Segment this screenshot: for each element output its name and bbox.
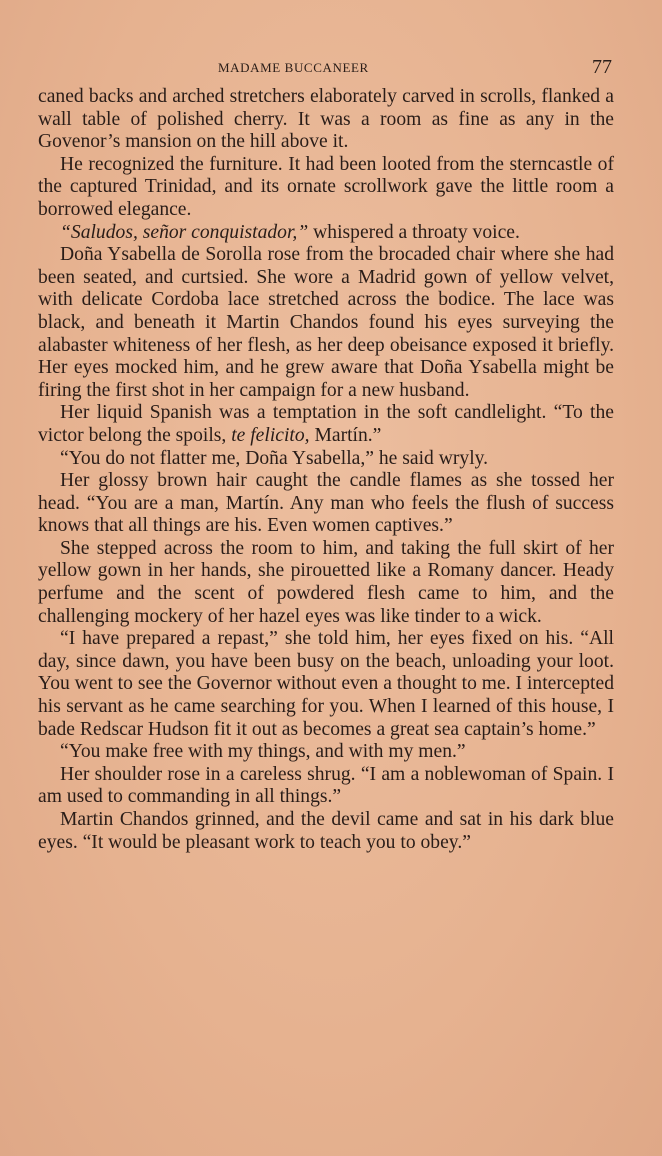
paragraph-12 bbox=[38, 809, 614, 854]
running-title: MADAME BUCCANEER bbox=[218, 60, 369, 75]
paragraph-text: Her shoulder rose in a careless shrug. “I am a noblewoman of Spain. I am used to commanding in all things.” bbox=[38, 763, 614, 808]
paragraph-9 bbox=[38, 628, 614, 741]
paragraph-2 bbox=[38, 154, 614, 222]
book-page bbox=[38, 56, 614, 854]
paragraph-text: Her liquid Spanish was a temptation in the soft candlelight. “To the victor belong the spoils, bbox=[38, 402, 614, 446]
paragraph-3 bbox=[38, 222, 614, 245]
paragraph-11 bbox=[38, 764, 614, 809]
paragraph-text: caned backs and arched stretchers elaborately carved in scrolls, flanked a wall table of polished cherry. It was a room as fine as any in the Govenor’s mansion on the hill above it. bbox=[38, 86, 614, 153]
paragraph-text: “You make free with my things, and with my men.” bbox=[60, 741, 466, 763]
paragraph-text: Doña Ysabella de Sorolla rose from the brocaded chair where she had been seated, and curtsied. She wore a Madrid gown of yellow velvet, with delicate Cordoba lace stretched across the bodice. The lace was black, and beneath it Martin Chandos found his eyes surveying the alabaster whiteness of her flesh, as her deep obeisance exposed it briefly. Her eyes mocked him, and he grew aware that Doña Ysabella might be firing the first shot in her campaign for a new husband. bbox=[38, 244, 614, 401]
paragraph-text: Her glossy brown hair caught the candle flames as she tossed her head. “You are a man, Martín. Any man who feels the flush of success knows that all things are his. Even women captives.” bbox=[38, 470, 614, 537]
running-head bbox=[38, 56, 614, 86]
paragraph-text: Martin Chandos grinned, and the devil came and sat in his dark blue eyes. “It would be pleasant work to teach you to obey.” bbox=[38, 809, 614, 853]
paragraph-text: He recognized the furniture. It had been looted from the sterncastle of the captured Trinidad, and its ornate scrollwork gave the little room a borrowed elegance. bbox=[38, 153, 614, 220]
paragraph-7 bbox=[38, 470, 614, 538]
paragraph-6 bbox=[38, 448, 614, 471]
paragraph-italic: te felicito, bbox=[231, 424, 310, 446]
paragraph-text: “I have prepared a repast,” she told him, her eyes fixed on his. “All day, since dawn, you have been busy on the beach, unloading your loot. You went to see the Governor without even a thought to me. I intercepted his servant as he came searching for you. When I learned of this house, I bade Redscar Hudson fit it out as becomes a great sea captain’s home.” bbox=[38, 628, 614, 740]
paragraph-text: “You do not flatter me, Doña Ysabella,” he said wryly. bbox=[60, 447, 489, 469]
page-number: 77 bbox=[592, 56, 612, 78]
paragraph-8 bbox=[38, 538, 614, 628]
paragraph-10 bbox=[38, 741, 614, 764]
paragraph-italic: “Saludos, señor conquistador,” bbox=[60, 221, 309, 243]
paragraph-text: whispered a throaty voice. bbox=[308, 221, 520, 243]
paragraph-4 bbox=[38, 244, 614, 402]
paragraph-text: She stepped across the room to him, and taking the full skirt of her yellow gown in her hands, she pirouetted like a Romany dancer. Heady perfume and the scent of powdered flesh came to him, and the challenging mockery of her hazel eyes was like tinder to a wick. bbox=[38, 537, 614, 627]
body-text bbox=[38, 86, 614, 854]
paragraph-5 bbox=[38, 402, 614, 447]
paragraph-text: Martín.” bbox=[309, 424, 382, 446]
paragraph-1 bbox=[38, 86, 614, 154]
